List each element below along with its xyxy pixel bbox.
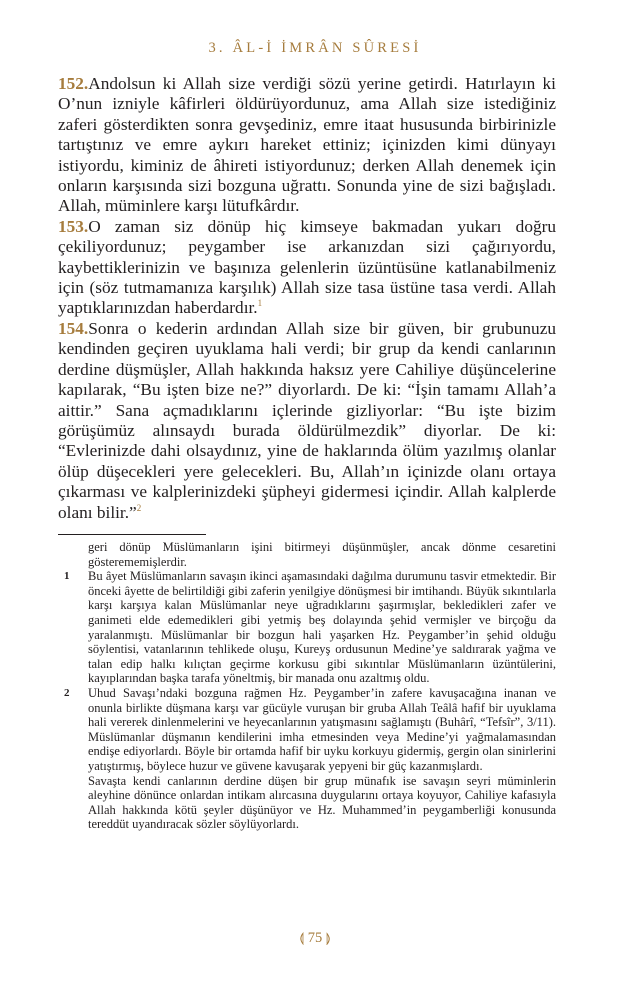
footnote-ref[interactable]: 1 [257, 298, 263, 309]
footnote-text: Uhud Savaşı’ndaki bozguna rağmen Hz. Peygamber’in zafere kavuşacağına inanan ve onunla birlikte düşmana karşı var gücüyle vuruşan bir gruba Allah Teâlâ hafif bir uyuklama hali vererek dinlenmelerini ve heyecanlarının yatışmasını sağlamıştı (Buhârî, “Tefsîr”, 3/11). Müslümanlar düşmanın kendilerini imha etmesinden veya Medine’yi yağmalamasından endişe ediyorlardı. Böyle bir ortamda hafif bir uyku korkuyu gidermiş, gergin olan sinirlerini yatıştırmış, böylece huzur ve güvene kavuşarak yepyeni bir güç kazanmışlardı. [88, 685, 556, 773]
running-header: 3. ÂL-İ İMRÂN SÛRESİ [208, 40, 422, 56]
page-number-value: 75 [307, 930, 323, 946]
verse-number: 152. [58, 74, 89, 93]
page-number [0, 930, 630, 947]
footnote-marker: 1 [64, 570, 70, 583]
footnote-continuation: geri dönüp Müslümanların işini bitirmeyi düşünmüşler, ancak dönme cesaretini gösterememişlerdir. [88, 540, 556, 569]
footnotes [58, 540, 556, 832]
ornament-right-icon: ⟭ [325, 930, 331, 945]
verse-text: O zaman siz dönüp hiç kimseye bakmadan yukarı doğru çekiliyordunuz; peygamber ise arkanızdan sizi çağırıyordu, kaybettiklerinizin ve başınıza gelenlerin üzüntüsüne katlanabilmeniz için (söz tutmamanıza karşılık) Allah size tasa üstüne tasa verdi. Allah yaptıklarınızdan haberdardır. [58, 216, 556, 318]
verse-number: 153. [58, 216, 89, 236]
verse-number: 154. [58, 318, 89, 338]
footnote-ref[interactable]: 2 [136, 502, 142, 513]
footnote-marker: 2 [64, 686, 70, 699]
footnote-2-paragraph: Savaşta kendi canlarının derdine düşen bir grup münafık ise savaşın seyri müminlerin aleyhine dönünce onlardan intikam alırcasına duygularını ortaya koyuyor, Cahiliye kafasıyla Allah hakkında kötü şeyler düşünüyor ve Hz. Muhammed’in peygamberliği konusunda tereddüt uyandıracak sözler söylüyorlardı. [88, 773, 556, 832]
verse-153 [58, 217, 556, 319]
ornament-left-icon: ⟬ [299, 930, 305, 945]
footnote-1 [58, 569, 556, 686]
verse-154 [58, 319, 556, 523]
verse-text: Andolsun ki Allah size verdiği sözü yerine getirdi. Hatırlayın ki O’nun izniyle kâfirleri öldürüyordunuz, ama Allah size istediğiniz zaferi gösterdikten sonra gevşediniz, emre itaat hususunda birbirinizle tartıştınız ve emre aykırı hareket ettiniz; içinizden kimi dünyayı istiyordu, kiminiz de âhireti istiyordunuz; derken Allah denemek için onların karşısında sizi bozguna uğrattı. Sonunda yine de sizi bağışladı. Allah, müminlere karşı lütufkârdır. [58, 74, 556, 216]
verse-body [58, 74, 556, 523]
footnote-divider [58, 534, 206, 535]
verse-text: Sonra o kederin ardından Allah size bir güven, bir grubunuzu kendinden geçiren uyuklama hali verdi; bir grup da kendi canlarının derdine düşmüşler, Allah hakkında haksız yere Cahiliye düşüncelerine kapılarak, “Bu işten bize ne?” diyorlardı. De ki: “İşin tamamı Allah’a aittir.” Sana açmadıklarını içlerinde gizliyorlar: “Bu işte bizim görüşümüz alınsaydı burada öldürülmezdik” diyorlar. De ki: “Evlerinizde dahi olsaydınız, yine de haklarında ölüm yazılmış olanlar ölüp düşecekleri yere gelecekleri. Bu, Allah’ın içinizde olanı ortaya çıkarması ve kalplerinizdeki şüpheyi gidermesi içindir. Allah kalplerde olanı bilir.” [58, 318, 556, 522]
verse-152 [58, 74, 556, 217]
footnote-2 [58, 686, 556, 774]
footnote-text: Bu âyet Müslümanların savaşın ikinci aşamasındaki dağılma durumunu tasvir etmektedir. Bir önceki âyette de belirtildiği gibi zaferin yenilgiye dönüşmesi bir imtihandı. Büyük sıkıntılarla karşı karşıya kalan Müslümanlar neye uğradıklarını şaşırmışlar, bekledikleri zafer ve ganimeti elde edemedikleri gibi yetmiş beş dolayında şehid vermişler ve birçoğu da yaralanmıştı. Müslümanlar bir bozgun hali yaşarken Hz. Peygamber’in şehid olduğu söylentisi, vatanlarının tehlikede oluşu, Kureyş ordusunun Medine’ye saldırarak yağma ve talan edip halkı kılıçtan geçirme korkusu gibi sıkıntılar Müslümanların üzüntülerini, kayıplarından başka tarafa yöneltmiş, bir manada onu azaltmış oldu. [88, 569, 556, 686]
